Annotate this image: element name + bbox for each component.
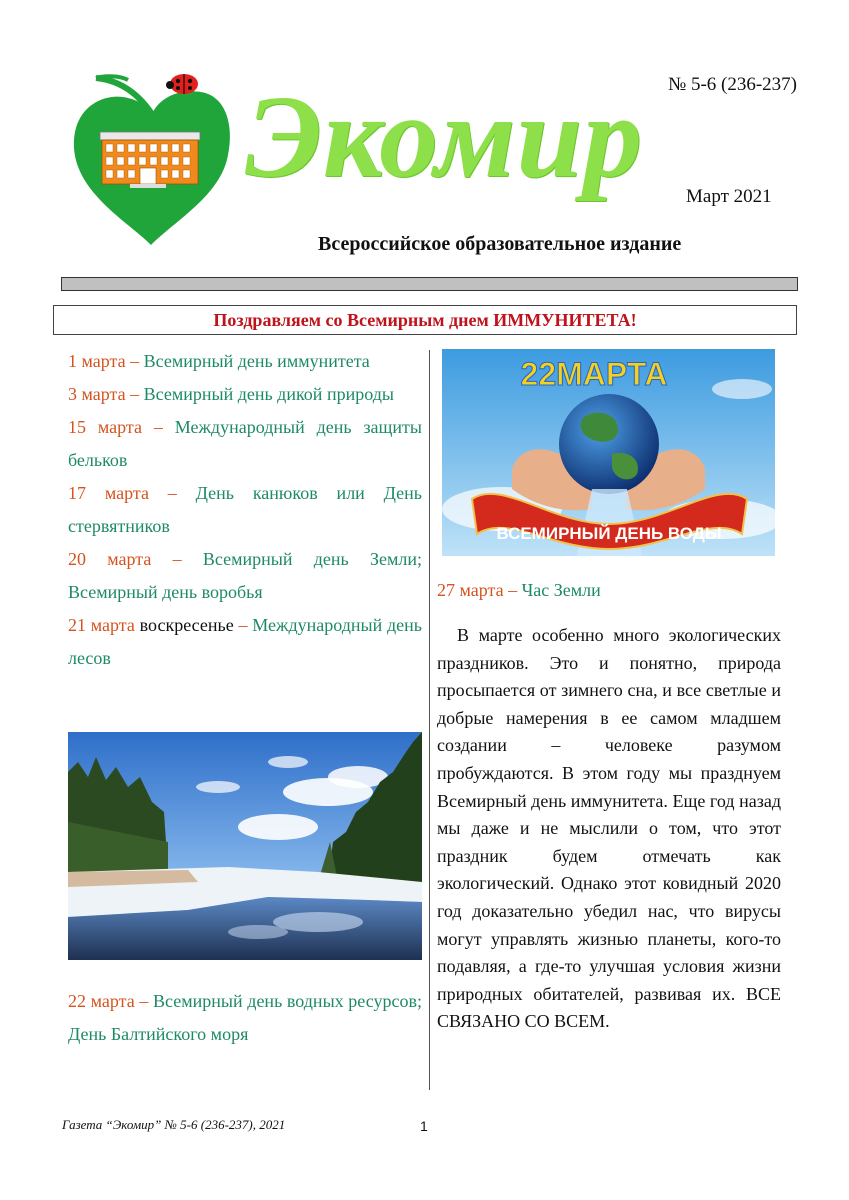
event-item-27: 27 марта – Час Земли xyxy=(437,580,601,600)
article-text: В марте особенно много экологических праздников. Это и понятно, природа просыпается от зимнего сна, и все светлые и добрые намерения в ее самом младшем создании – человеке разумом пробуждаются. В этом году мы празднуем Всемирный день иммунитета. Еще год назад мы даже и не мыслили о том, что этот праздник будем отмечать как экологический. Однако этот ковидный 2020 год доказательно убедил нас, что вирусы могут управлять жизнью планеты, кого-то подавляя, а где-то улучшая условия жизни природных обитателей, развивая их. ВСЕ СВЯЗАНО СО ВСЕМ. xyxy=(437,625,781,1032)
event-item: 17 марта – День канюков или День стервятников xyxy=(68,483,422,536)
world-water-day-image xyxy=(442,349,775,556)
issue-number: № 5-6 (236-237) xyxy=(668,74,797,95)
page-number: 1 xyxy=(420,1118,428,1134)
water-day-ribbon-text: ВСЕМИРНЫЙ ДЕНЬ ВОДЫ xyxy=(496,524,722,543)
publication-subtitle: Всероссийское образовательное издание xyxy=(318,233,682,255)
event-item: 1 марта – Всемирный день иммунитета xyxy=(68,351,370,371)
greeting-banner: Поздравляем со Всемирным днем ИММУНИТЕТА! xyxy=(53,305,797,335)
event-item-22: 22 марта – Всемирный день водных ресурсов; День Балтийского моря xyxy=(68,991,422,1044)
header-divider-bar xyxy=(61,277,798,291)
event-item: 15 марта – Международный день защиты бельков xyxy=(68,417,422,470)
masthead-title: Экомир xyxy=(245,71,644,202)
spring-lake-photo xyxy=(68,732,422,960)
events-list-left xyxy=(68,345,422,675)
water-day-date-text: 22МАРТА xyxy=(520,356,668,392)
ladybug-icon xyxy=(166,74,198,94)
ekomir-logo xyxy=(66,70,236,250)
footer-caption: Газета “Экомир” № 5-6 (236-237), 2021 xyxy=(62,1117,286,1132)
event-item: 20 марта – Всемирный день Земли; Всемирный день воробья xyxy=(68,549,422,602)
event-item: 3 марта – Всемирный день дикой природы xyxy=(68,384,394,404)
column-divider xyxy=(429,350,430,1090)
issue-date: Март 2021 xyxy=(686,186,772,207)
event-item: 21 марта воскресенье – Международный день лесов xyxy=(68,615,422,668)
